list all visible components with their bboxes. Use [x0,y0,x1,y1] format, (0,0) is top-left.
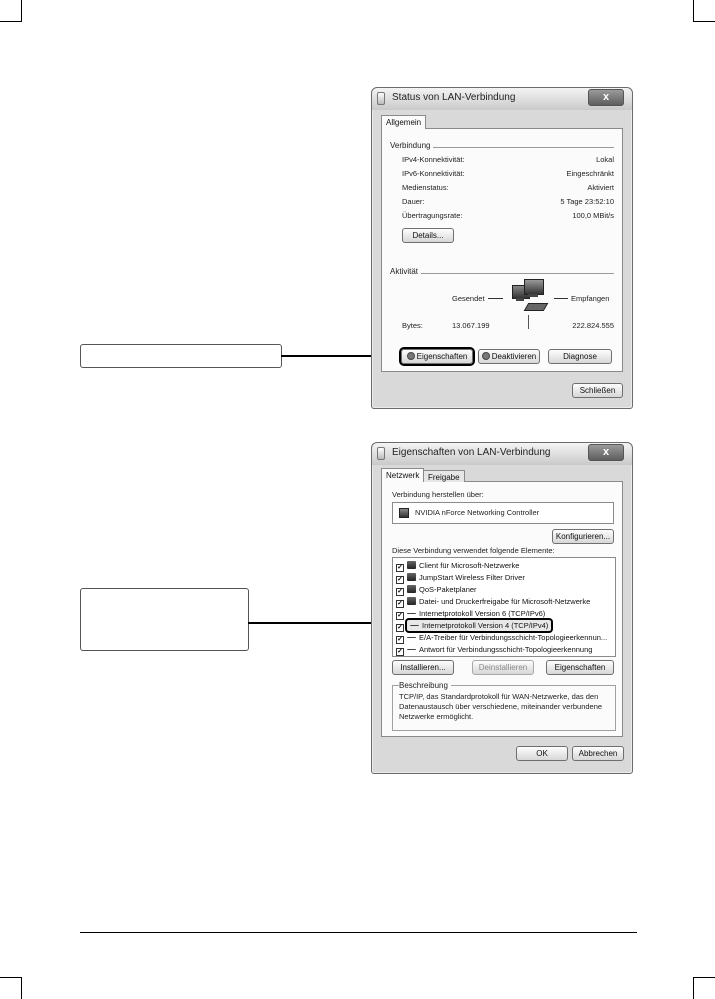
description-text [399,692,602,722]
description-line: Datenaustausch über verschiedene, miteinander verbundene [399,702,603,711]
tab-allgemein[interactable]: Allgemein [381,115,426,129]
list-item-ipv4[interactable] [396,620,551,631]
checkbox[interactable]: ✓ [397,576,403,583]
status-dialog-titlebar[interactable] [372,88,632,110]
list-item-label: Internetprotokoll Version 6 (TCP/IPv6) [419,609,546,618]
list-item-lltd-responder[interactable] [396,644,592,655]
close-button[interactable]: Schließen [572,383,623,398]
status-dialog [371,87,633,409]
crop-mark-top-right-h [693,21,715,22]
ipv6-label: IPv6-Konnektivität: [402,169,465,178]
protocol-icon [407,609,416,614]
protocol-icon [407,633,416,638]
checkbox[interactable]: ✓ [397,624,403,631]
adapter-box [392,502,614,524]
list-item-label: Internetprotokoll Version 4 (TCP/IPv4) [422,621,549,630]
close-icon[interactable]: x [588,444,624,461]
crop-mark-bottom-right-h [693,977,715,978]
items-list [392,557,616,657]
tab-netzwerk[interactable]: Netzwerk [381,468,424,482]
ipv4-label: IPv4-Konnektivität: [402,155,465,164]
network-service-icon [407,573,416,581]
crop-mark-top-right-v [693,0,694,22]
deactivate-button[interactable] [478,349,540,364]
items-label: Diese Verbindung verwendet folgende Elemente: [392,546,555,555]
checkbox[interactable]: ✓ [397,636,403,643]
media-status-value: Aktiviert [587,183,614,192]
properties-dialog-titlebar[interactable] [372,443,632,465]
close-icon[interactable]: x [588,89,624,106]
connect-using-label: Verbindung herstellen über: [392,490,484,499]
list-item-label: QoS-Paketplaner [419,585,477,594]
sent-label: Gesendet [452,294,485,303]
description-line: Netzwerke ermöglicht. [399,712,474,721]
network-service-icon [407,597,416,605]
protocol-icon [410,621,419,626]
checkbox[interactable]: ✓ [397,648,403,655]
bytes-label: Bytes: [402,321,423,330]
status-tab-panel [381,128,623,372]
bytes-sent-value: 13.067.199 [452,321,490,330]
crop-mark-top-left-v [21,0,22,22]
adapter-name: NVIDIA nForce Networking Controller [415,508,540,517]
properties-dialog [371,442,633,774]
list-item-label: E/A-Treiber für Verbindungsschicht-Topologieerkennun... [419,633,608,642]
properties-dialog-title: Eigenschaften von LAN-Verbindung [392,447,551,458]
properties-button-label: Eigenschaften [416,352,468,361]
received-label: Empfangen [571,294,610,303]
deactivate-button-label: Deaktivieren [491,352,537,361]
ipv6-value: Eingeschränkt [566,169,614,178]
network-adapter-icon [399,508,409,518]
install-button[interactable]: Installieren... [392,660,454,675]
sent-line [488,298,503,299]
crop-mark-bottom-right-v [693,977,694,999]
selected-item-highlight[interactable] [407,620,551,631]
list-item-label: Datei- und Druckerfreigabe für Microsoft-Netzwerke [419,597,591,606]
bytes-received-value: 222.824.555 [572,321,614,330]
list-item-ipv6[interactable] [396,608,545,619]
item-properties-button[interactable]: Eigenschaften [546,660,614,675]
speed-value: 100,0 MBit/s [572,211,614,220]
ok-button[interactable]: OK [516,746,568,761]
description-label: Beschreibung [399,681,451,690]
activity-group-divider [390,273,614,274]
network-service-icon [407,585,416,593]
tab-freigabe[interactable]: Freigabe [423,470,465,482]
crop-mark-top-left-h [0,21,22,22]
list-item-label: JumpStart Wireless Filter Driver [419,573,525,582]
crop-mark-bottom-left-h [0,977,22,978]
list-item-client[interactable] [396,560,519,571]
duration-value: 5 Tage 23:52:10 [560,197,614,206]
footer-rule [80,932,637,933]
details-button[interactable]: Details... [402,228,454,243]
list-item-lltd-mapper[interactable] [396,632,607,643]
shield-icon [407,352,415,360]
network-tab-panel [381,481,623,737]
network-connection-icon [377,92,385,105]
properties-button[interactable] [401,349,473,364]
list-item-label: Client für Microsoft-Netzwerke [419,561,520,570]
description-line: TCP/IP, das Standardprotokoll für WAN-Netzwerke, das den [399,692,599,701]
shield-icon [482,352,490,360]
status-dialog-title: Status von LAN-Verbindung [392,92,516,103]
network-computers-icon [512,279,552,319]
media-status-label: Medienstatus: [402,183,449,192]
duration-label: Dauer: [402,197,425,206]
callout-box-ipv4 [80,588,249,651]
list-item-label: Antwort für Verbindungsschicht-Topologieerkennung [419,645,593,654]
configure-button[interactable]: Konfigurieren... [552,529,614,544]
checkbox[interactable]: ✓ [397,600,403,607]
bytes-divider [528,315,529,329]
list-item-qos[interactable] [396,584,477,595]
speed-label: Übertragungsrate: [402,211,463,220]
diagnose-button[interactable]: Diagnose [548,349,612,364]
description-box [392,681,616,731]
uninstall-button[interactable]: Deinstallieren [472,660,534,675]
checkbox[interactable]: ✓ [397,564,403,571]
checkbox[interactable]: ✓ [397,588,403,595]
list-item-jumpstart[interactable] [396,572,525,583]
network-connection-icon [377,447,385,460]
network-client-icon [407,561,416,569]
callout-box-properties [80,344,282,368]
received-line [554,298,568,299]
ipv4-value: Lokal [596,155,614,164]
crop-mark-bottom-left-v [21,977,22,999]
cancel-button[interactable]: Abbrechen [572,746,624,761]
protocol-icon [407,645,416,650]
connection-group-label: Verbindung [390,141,433,150]
list-item-file-printer-sharing[interactable] [396,596,590,607]
activity-group-label: Aktivität [390,267,421,276]
checkbox[interactable]: ✓ [397,612,403,619]
